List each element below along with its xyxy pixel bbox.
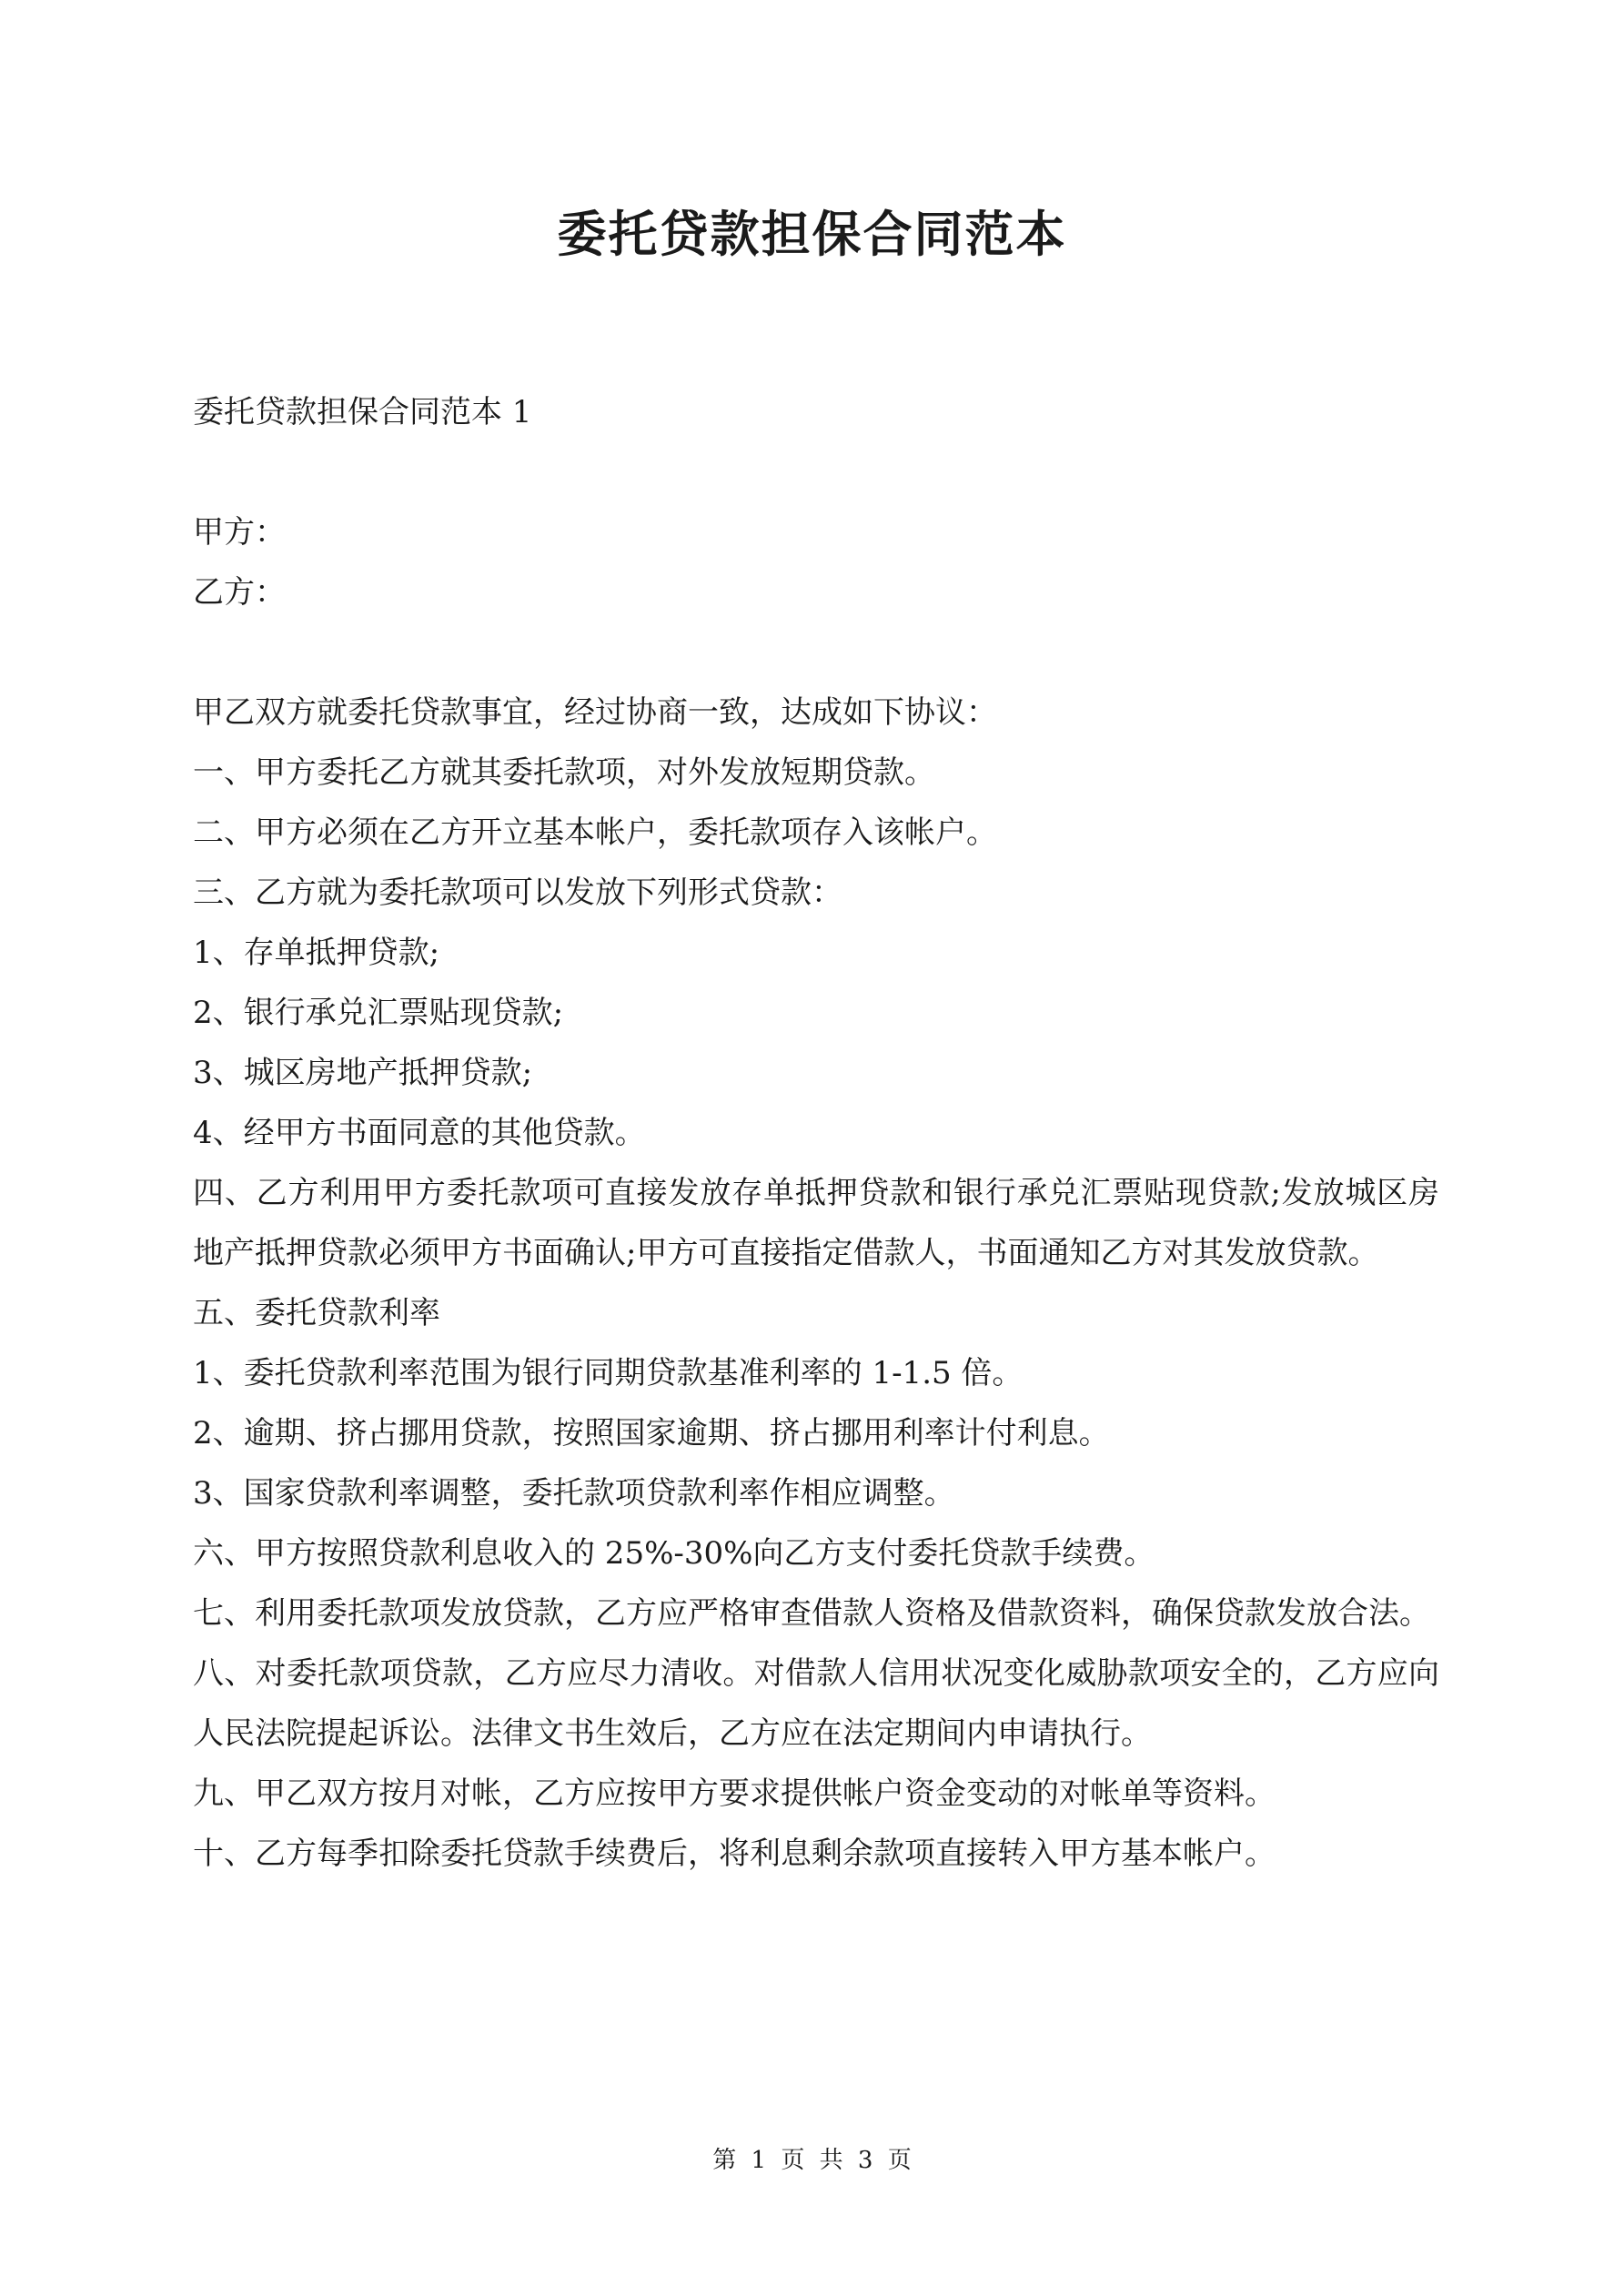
clause-5-item-2: 2、逾期、挤占挪用贷款，按照国家逾期、挤占挪用利率计付利息。	[193, 1415, 1110, 1451]
party-b-label: 乙方：	[193, 574, 286, 611]
page-number-footer: 第 1 页 共 3 页	[712, 2147, 912, 2174]
page-title: 委托贷款担保合同范本	[557, 205, 1067, 263]
clause-1: 一、甲方委托乙方就其委托款项，对外发放短期贷款。	[193, 754, 935, 791]
clause-5-item-1: 1、委托贷款利率范围为银行同期贷款基准利率的 1-1.5 倍。	[193, 1355, 1024, 1391]
clause-5: 五、委托贷款利率	[193, 1295, 440, 1331]
party-block	[193, 502, 1439, 622]
party-a-label: 甲方：	[193, 514, 286, 551]
clause-3-item-3: 3、城区房地产抵押贷款;	[193, 1055, 533, 1091]
clause-10: 十、乙方每季扣除委托贷款手续费后，将利息剩余款项直接转入甲方基本帐户。	[193, 1836, 1276, 1872]
clause-9: 九、甲乙双方按月对帐，乙方应按甲方要求提供帐户资金变动的对帐单等资料。	[193, 1775, 1276, 1812]
clause-5-item-3: 3、国家贷款利率调整，委托款项贷款利率作相应调整。	[193, 1475, 955, 1512]
clause-7: 七、利用委托款项发放贷款，乙方应严格审查借款人资格及借款资料，确保贷款发放合法。	[193, 1595, 1430, 1632]
clause-intro: 甲乙双方就委托贷款事宜，经过协商一致，达成如下协议：	[193, 694, 997, 731]
clause-6: 六、甲方按照贷款利息收入的 25%-30%向乙方支付委托贷款手续费。	[193, 1535, 1155, 1572]
clause-3-item-4: 4、经甲方书面同意的其他贷款。	[193, 1115, 646, 1151]
clause-8: 八、对委托款项贷款，乙方应尽力清收。对借款人信用状况变化威胁款项安全的，乙方应向人民法院提起诉讼。法律文书生效后，乙方应在法定期间内申请执行。	[193, 1655, 1439, 1752]
clause-2: 二、甲方必须在乙方开立基本帐户，委托款项存入该帐户。	[193, 814, 997, 851]
clauses-block	[193, 683, 1439, 1884]
clause-3-item-1: 1、存单抵押贷款;	[193, 935, 440, 971]
clause-4: 四、乙方利用甲方委托款项可直接发放存单抵押贷款和银行承兑汇票贴现贷款;发放城区房地产抵押贷款必须甲方书面确认;甲方可直接指定借款人，书面通知乙方对其发放贷款。	[193, 1175, 1439, 1271]
clause-3: 三、乙方就为委托款项可以发放下列形式贷款：	[193, 875, 842, 911]
section-subtitle: 委托贷款担保合同范本 1	[193, 394, 532, 430]
clause-3-item-2: 2、银行承兑汇票贴现贷款;	[193, 995, 564, 1031]
document-body	[193, 382, 1439, 1884]
